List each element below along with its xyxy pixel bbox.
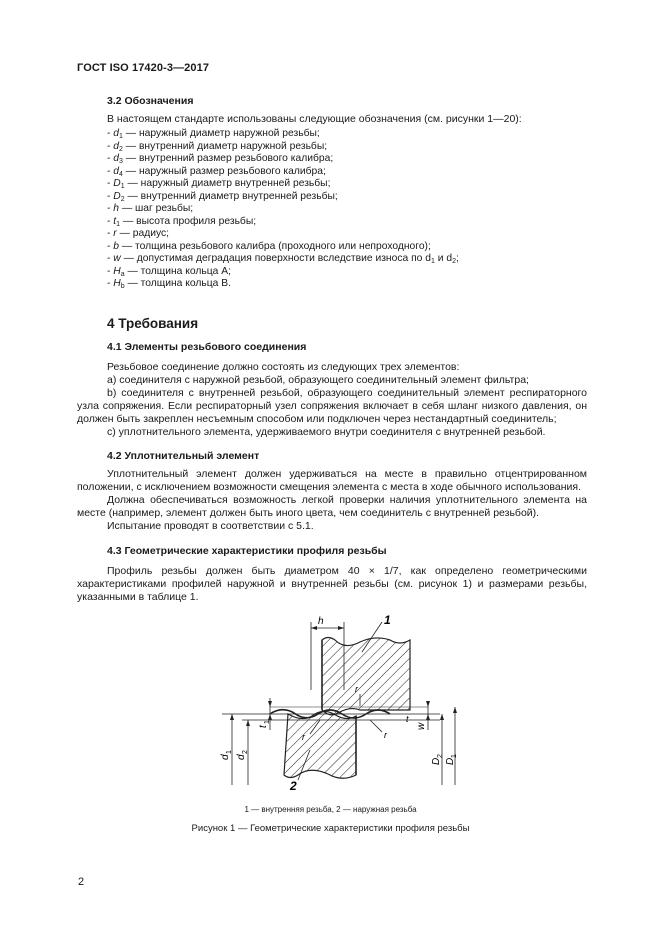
section-3-2-intro: В настоящем стандарте использованы следующие обозначения (см. рисунки 1—20): — [107, 113, 522, 125]
document-header: ГОСТ ISO 17420-3—2017 — [77, 62, 210, 74]
symbol-list-item: - $t_1$ — высота профиля резьбы; — [107, 215, 257, 228]
label-D1 — [445, 754, 458, 765]
right-dimension-lines — [426, 701, 457, 785]
symbol-list-item: - $d_3$ — внутренний размер резьбового калибра; — [107, 153, 334, 165]
label-w — [416, 722, 427, 730]
svg-text:2: 2 — [242, 750, 249, 754]
svg-text:1: 1 — [264, 720, 271, 724]
section-3-2-heading: 3.2 Обозначения — [107, 95, 194, 107]
symbol-list-item: - $D_1$ — наружный диаметр внутренней резьбы; — [107, 178, 331, 190]
label-2: 2 — [290, 779, 297, 793]
symbol-list-item: - $d_4$ — наружный размер резьбового калибра; — [107, 165, 326, 178]
symbol-list-item: - $d_1$ — наружный диаметр наружной резьбы; — [107, 128, 320, 140]
label-1: 1 — [384, 613, 391, 627]
section-4-2-paragraph-2: Должна обеспечиваться возможность легкой проверки наличия уплотнительного элемента на месте (например, элемент должен быть иного цвета, чем соединитель с внутренней резьбой). — [77, 494, 587, 519]
svg-text:1: 1 — [451, 754, 458, 758]
thread-profile-figure — [210, 610, 460, 795]
svg-text:d: d — [236, 754, 247, 760]
figure-legend: 1 — внутренняя резьба, 2 — наружная резьба — [244, 805, 417, 814]
section-4-1-paragraph: Резьбовое соединение должно состоять из следующих трех элементов: — [107, 361, 460, 373]
page-number: 2 — [78, 876, 85, 888]
section-4-3-heading: 4.3 Геометрические характеристики профиля резьбы — [107, 545, 387, 557]
svg-text:t: t — [258, 725, 269, 728]
symbol-list-item: - $D_2$ — внутренний диаметр внутренней резьбы; — [107, 190, 338, 203]
symbol-list-item: - w — допустимая деградация поверхности вследствие износа по $d_1$ и $d_2$; — [107, 253, 459, 265]
svg-text:w: w — [416, 722, 427, 730]
section-4-heading: 4 Требования — [107, 316, 199, 331]
section-4-2-paragraph-1: Уплотнительный элемент должен удерживаться на месте в правильно отцентрированном положении, с исключением возможности смещения элемента с места в ходе обычного использования. — [77, 468, 587, 493]
label-d1 — [220, 750, 233, 760]
symbols-list — [107, 128, 587, 291]
section-4-2-paragraph-3: Испытание проводят в соответствии с 5.1. — [107, 520, 314, 532]
label-t: t — [406, 714, 409, 724]
svg-text:D: D — [431, 757, 442, 765]
label-r-top: r — [355, 684, 358, 694]
external-thread-part — [284, 711, 356, 778]
section-4-1-item-a: а) соединителя с наружной резьбой, образующего соединительный элемент фильтра; — [107, 374, 529, 386]
section-4-2-heading: 4.2 Уплотнительный элемент — [107, 450, 260, 462]
label-t1 — [258, 720, 271, 728]
label-r-right: r — [384, 730, 387, 740]
symbol-list-item: - h — шаг резьбы; — [107, 203, 194, 214]
symbol-list-item: - r — радиус; — [107, 228, 170, 239]
symbol-list-item: - $H_b$ — толщина кольца B. — [107, 278, 231, 290]
figure-caption: Рисунок 1 — Геометрические характеристики профиля резьбы — [191, 823, 470, 834]
label-h: h — [318, 616, 324, 627]
svg-text:d: d — [220, 754, 231, 760]
label-r-left: r — [302, 732, 305, 742]
symbol-list-item: - $d_2$ — внутренний диаметр наружной резьбы; — [107, 140, 328, 153]
section-4-1-item-c: с) уплотнительного элемента, удерживаемого внутри соединителя с внутренней резьбой. — [107, 426, 546, 438]
internal-thread-part — [322, 638, 410, 715]
section-4-1-heading: 4.1 Элементы резьбового соединения — [107, 341, 307, 353]
svg-text:1: 1 — [226, 750, 233, 754]
svg-text:D: D — [445, 757, 456, 765]
section-4-1-item-b: b) соединителя с внутренней резьбой, образующего соединительный элемент респираторного узла сопряжения. Если респираторный узел сопряжения включает в себя шланг низкого давления, он должен быть закреплен несъемным способом или подключен через нестандартный соединитель; — [77, 387, 587, 425]
label-d2 — [236, 750, 249, 760]
symbol-list-item: - b — толщина резьбового калибра (проходного или непроходного); — [107, 240, 431, 252]
left-dimension-lines — [230, 698, 272, 785]
symbol-list-item: - $H_a$ — толщина кольца A; — [107, 265, 231, 278]
section-4-3-paragraph: Профиль резьбы должен быть диаметром 40 × 1/7, как определено геометрическими характеристиками профилей наружной и внутренней резьбы (см. рисунок 1) и размерами резьбы, указанными в таблице 1. — [77, 565, 587, 603]
svg-text:2: 2 — [437, 754, 444, 758]
